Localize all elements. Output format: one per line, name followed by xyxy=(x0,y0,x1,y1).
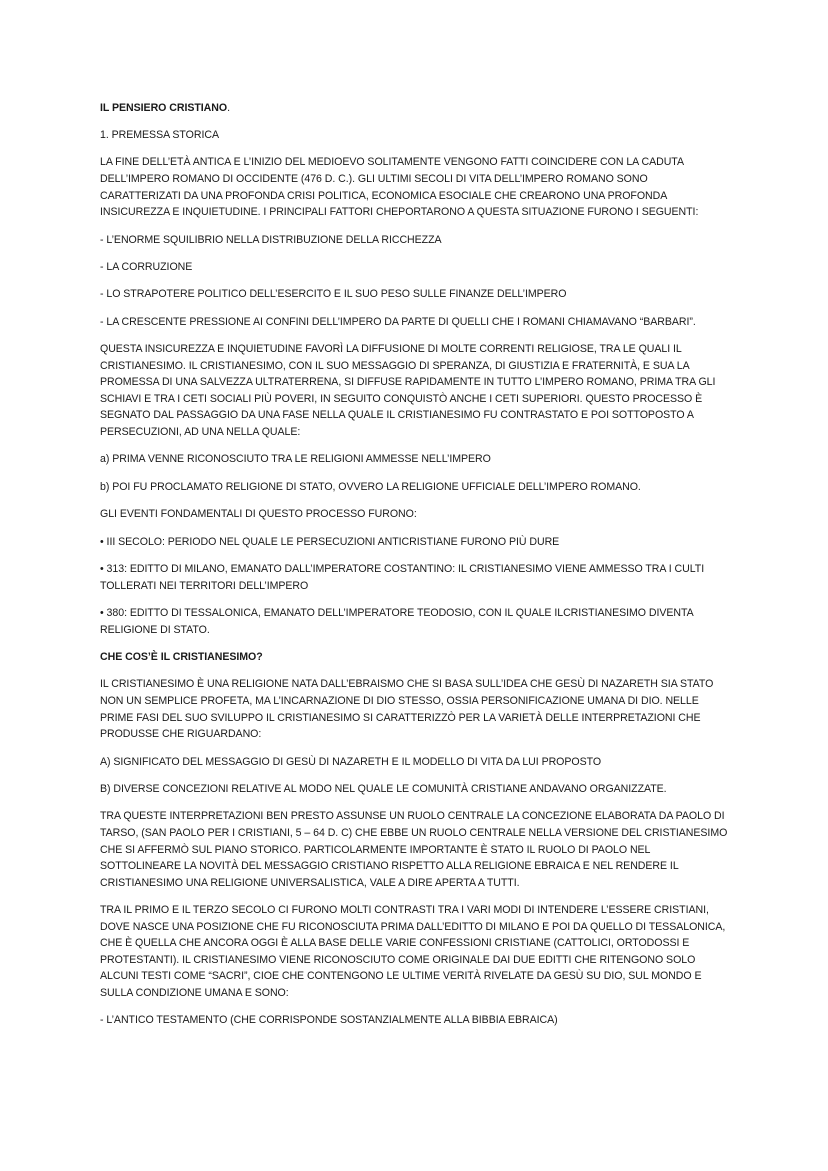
testament-item: - L’ANTICO TESTAMENTO (CHE CORRISPONDE SOSTANZIALMENTE ALLA BIBBIA EBRAICA) xyxy=(100,1014,558,1027)
paragraph-contrasts: TRA IL PRIMO E IL TERZO SECOLO CI FURONO MOLTI CONTRASTI TRA I VARI MODI DI INTENDERE L’ESSERE CRISTIANI, DOVE NASCE UNA POSIZIONE CHE FU RICONOSCIUTA PRIMA DALL’EDITTO DI MILANO E POI DA QUELLO DI TESSALONICA, CHE È QUELLA CHE ANCORA OGGI È ALLA BASE DELLE VARIE CONFESSIONI CRISTIANE (CATTOLICI, ORTODOSSI E PROTESTANTI). IL CRISTIANESIMO VIENE RICONOSCIUTO COME ORIGINALE DAI DUE EDITTI CHE RITENGONO SOLO ALCUNI TESTI COME “SACRI”, CIOE CHE CONTENGONO LE ULTIME VERITÀ RIVELATE DA GESÙ SU DIO, SUL MONDO E SULLA CONDIZIONE UMANA E SONO: xyxy=(100,904,726,1000)
phase-item-b: b) POI FU PROCLAMATO RELIGIONE DI STATO, OVVERO LA RELIGIONE UFFICIALE DELL’IMPERO ROMANO. xyxy=(100,480,641,493)
paragraph-definition: IL CRISTIANESIMO È UNA RELIGIONE NATA DALL’EBRAISMO CHE SI BASA SULL’IDEA CHE GESÙ DI NAZARETH SIA STATO NON UN SEMPLICE PROFETA, MA L’INCARNAZIONE DI DIO STESSO, OSSIA PERSONIFICAZIONE UMANA DI DIO. NELLE PRIME FASI DEL SUO SVILUPPO IL CRISTIANESIMO SI CARATTERIZZÒ PER LA VARIETÀ DELLE INTERPRETAZIONI CHE PRODUSSE CHE RIGUARDANO: xyxy=(100,678,714,741)
factor-item: - L’ENORME SQUILIBRIO NELLA DISTRIBUZIONE DELLA RICCHEZZA xyxy=(100,233,442,246)
factor-item: - LA CORRUZIONE xyxy=(100,260,193,273)
factor-item: - LA CRESCENTE PRESSIONE AI CONFINI DELL’IMPERO DA PARTE DI QUELLI CHE I ROMANI CHIAMAVANO “BARBARI”. xyxy=(100,315,696,328)
paragraph-intro: LA FINE DELL’ETÀ ANTICA E L’INIZIO DEL MEDIOEVO SOLITAMENTE VENGONO FATTI COINCIDERE CON LA CADUTA DELL’IMPERO ROMANO DI OCCIDENTE (476 D. C.). GLI ULTIMI SECOLI DI VITA DELL’IMPERO ROMANO SONO CARATTERIZATI DA UNA PROFONDA CRISI POLITICA, ECONOMICA ESOCIALE CHE CREARONO UNA PROFONDA INSICUREZZA E INQUIETUDINE. I PRINCIPALI FATTORI CHEPORTARONO A QUESTA SITUAZIONE FURONO I SEGUENTI: xyxy=(100,156,699,219)
section-heading-cristianesimo: CHE COS’È IL CRISTIANESIMO? xyxy=(100,651,263,663)
document-page xyxy=(100,100,728,1040)
factor-item: - LO STRAPOTERE POLITICO DELL’ESERCITO E IL SUO PESO SULLE FINANZE DELL’IMPERO xyxy=(100,288,567,301)
title-text: IL PENSIERO CRISTIANO xyxy=(100,102,228,114)
section-heading-premessa: 1. PREMESSA STORICA xyxy=(100,128,219,141)
event-item: • III SECOLO: PERIODO NEL QUALE LE PERSECUZIONI ANTICRISTIANE FURONO PIÙ DURE xyxy=(100,535,560,548)
event-item: • 313: EDITTO DI MILANO, EMANATO DALL’IMPERATORE COSTANTINO: IL CRISTIANESIMO VIENE AMMESSO TRA I CULTI TOLLERATI NEI TERRITORI DELL’IMPERO xyxy=(100,563,705,592)
phase-item-a: a) PRIMA VENNE RICONOSCIUTO TRA LE RELIGIONI AMMESSE NELL’IMPERO xyxy=(100,453,491,466)
document-title xyxy=(100,100,728,117)
paragraph-paolo: TRA QUESTE INTERPRETAZIONI BEN PRESTO ASSUNSE UN RUOLO CENTRALE LA CONCEZIONE ELABORATA DA PAOLO DI TARSO, (SAN PAOLO PER I CRISTIANI, 5 – 64 D. C) CHE EBBE UN RUOLO CENTRALE NELLA VERSIONE DEL CRISTIANESIMO CHE SI AFFERMÒ SUL PIANO STORICO. PARTICOLARMENTE IMPORTANTE È STATO IL RUOLO DI PAOLO NEL SOTTOLINEARE LA NOVITÀ DEL MESSAGGIO CRISTIANO RISPETTO ALLA RELIGIONE EBRAICA E NEL RENDERE IL CRISTIANESIMO UNA RELIGIONE UNIVERSALISTICA, VALE A DIRE APERTA A TUTTI. xyxy=(100,810,728,889)
title-period: . xyxy=(227,102,230,114)
event-item: • 380: EDITTO DI TESSALONICA, EMANATO DELL’IMPERATORE TEODOSIO, CON IL QUALE ILCRISTIANESIMO DIVENTA RELIGIONE DI STATO. xyxy=(100,607,694,636)
interpretation-item-a: A) SIGNIFICATO DEL MESSAGGIO DI GESÙ DI NAZARETH E IL MODELLO DI VITA DA LUI PROPOSTO xyxy=(100,755,602,768)
events-intro: GLI EVENTI FONDAMENTALI DI QUESTO PROCESSO FURONO: xyxy=(100,508,417,521)
interpretation-item-b: B) DIVERSE CONCEZIONI RELATIVE AL MODO NEL QUALE LE COMUNITÀ CRISTIANE ANDAVANO ORGANIZZATE. xyxy=(100,782,667,795)
paragraph-diffusion: QUESTA INSICUREZZA E INQUIETUDINE FAVORÌ LA DIFFUSIONE DI MOLTE CORRENTI RELIGIOSE, TRA LE QUALI IL CRISTIANESIMO. IL CRISTIANESIMO, CON IL SUO MESSAGGIO DI SPERANZA, DI GIUSTIZIA E FRATERNITÀ, E SUA LA PROMESSA DI UNA SALVEZZA ULTRATERRENA, SI DIFFUSE RAPIDAMENTE IN TUTTO L’IMPERO ROMANO, PRIMA TRA GLI SCHIAVI E TRA I CETI SOCIALI PIÙ POVERI, IN SEGUITO CONQUISTÒ ANCHE I CETI SUPERIORI. QUESTO PROCESSO È SEGNATO DAL PASSAGGIO DA UNA FASE NELLA QUALE IL CRISTIANESIMO FU CONTRASTATO E POI SOTTOPOSTO A PERSECUZIONI, AD UNA NELLA QUALE: xyxy=(100,343,716,439)
